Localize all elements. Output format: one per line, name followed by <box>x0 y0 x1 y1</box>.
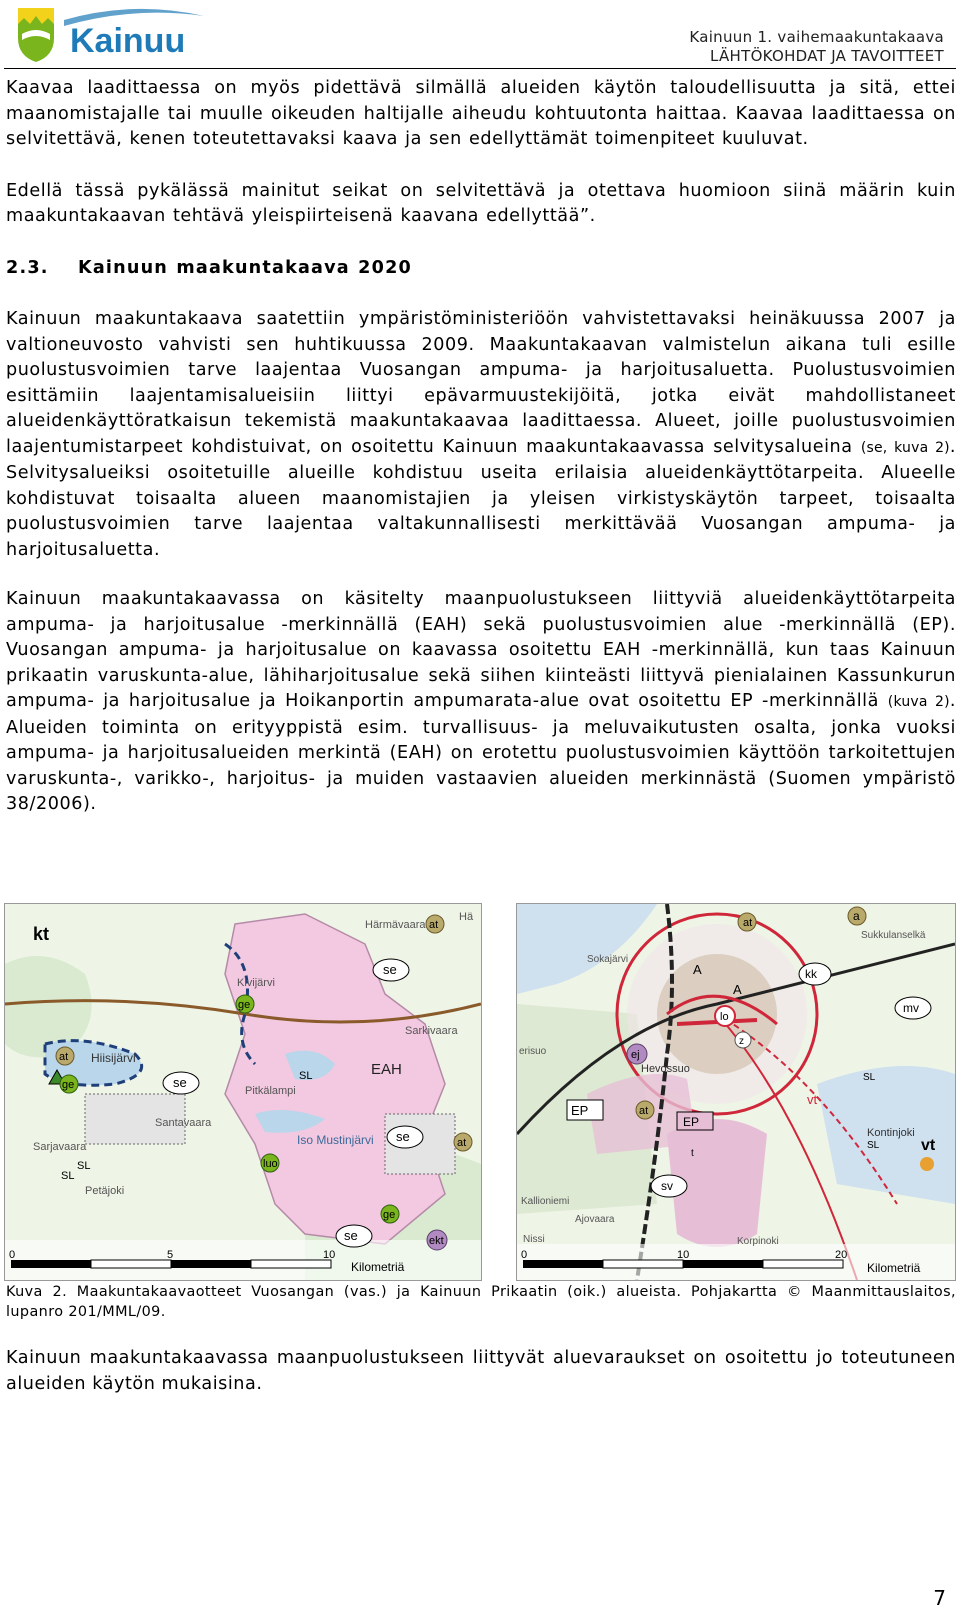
label-z: z <box>739 1036 744 1047</box>
label-kivijarvi: Kivijärvi <box>237 977 275 989</box>
label-at-1: at <box>743 917 753 929</box>
label-sl-2: SL <box>61 1170 75 1182</box>
label-pitkalampi: Pitkälampi <box>245 1085 296 1097</box>
doc-title: Kainuun 1. vaihemaakuntakaava <box>689 28 944 46</box>
label-se-3: se <box>396 1129 410 1144</box>
section-heading <box>6 256 956 282</box>
label-a-top: a <box>853 909 860 923</box>
label-ep-2: EP <box>683 1115 700 1129</box>
doc-subtitle: LÄHTÖKOHDAT JA TAVOITTEET <box>709 47 944 65</box>
paragraph-1: Kaavaa laadittaessa on myös pidettävä silmällä alueiden käytön taloudellisuutta ja sitä, ettei maanomistajalle tai muulle oikeuden haltijalle aiheudu kohtuutonta haittaa. Kaavaa laadittaessa on selvitettävä, kenen toteutettavaksi kaava ja sen edellyttämät toimenpiteet kuuluvat. <box>6 78 956 149</box>
label-santavaara: Santavaara <box>155 1117 212 1129</box>
paragraph-3-figure-ref: (se, kuva 2) <box>860 439 950 456</box>
scale-0: 0 <box>9 1249 16 1261</box>
label-korpinoki: Korpinoki <box>737 1236 779 1247</box>
label-sl-3: SL <box>77 1160 91 1172</box>
paragraph-3-text-b: . Selvitysalueiksi osoitetuille alueille kohdistuu useita erilaisia alueidenkäyttötarpeita. Alueelle kohdistuvat toisaalta alueen maanomistajien ja yleisen virkistyskäytön tarpeet, toisaalta puolustusvoimien tarve laajentaa valtakunnallisesti merkittävää Vuosangan ampuma- ja harjoitusaluetta. <box>6 436 956 560</box>
label-ekt: ekt <box>429 1235 444 1247</box>
figure-caption: Kuva 2. Maakuntakaavaotteet Vuosangan (vas.) ja Kainuun Prikaatin (oik.) alueista. Pohjakartta © Maanmittauslaitos, lupanro 201/MML/09. <box>6 1284 956 1320</box>
scale-10: 10 <box>323 1249 336 1261</box>
label-nissi: Nissi <box>523 1234 545 1245</box>
scale-unit: Kilometriä <box>867 1261 921 1275</box>
label-harmavaara: Härmävaara <box>365 919 426 931</box>
scale-5: 5 <box>167 1249 174 1261</box>
label-sarkivaara: Sarkivaara <box>405 1025 458 1037</box>
label-t: t <box>691 1148 694 1159</box>
label-luo: luo <box>263 1158 278 1170</box>
label-ge-1: ge <box>238 999 251 1011</box>
label-at-2: at <box>59 1051 69 1063</box>
label-kontinjoki: Kontinjoki <box>867 1127 915 1139</box>
paragraph-3-text-a: Kainuun maakuntakaava saatettiin ympäristöministeriöön vahvistettavaksi heinäkuussa 2007 ja valtioneuvosto vahvisti sen huhtikuussa 2009. Maakuntakaavan valmistelun aikana tuli esille puolustusvoimien tarve laajentaa Vuosangan ampuma- ja harjoitusaluetta. Puolustusvoimien esittämiin laajentamisalueisiin liittyi epävarmuustekijöitä, jotka eivät mahdollistaneet alueidenkäyttöratkaisun tekemistä maakuntakaavaa laadittaessa. Alueet, joille puolustusvoimien laajentumistarpeet kohdistuivat, on osoitettu Kainuun maakuntakaavassa selvitysalueina <box>6 309 956 457</box>
map-vuosanka <box>4 903 482 1281</box>
label-ge-3: ge <box>383 1209 396 1221</box>
scale-unit: Kilometriä <box>351 1260 405 1274</box>
label-sl-1: SL <box>863 1072 876 1083</box>
label-ajovaara: Ajovaara <box>575 1214 615 1225</box>
label-vt-2: vt <box>807 1092 818 1107</box>
section-number: 2.3. <box>6 257 49 278</box>
label-petajoki: Petäjoki <box>85 1185 125 1197</box>
label-se-2: se <box>173 1075 187 1090</box>
label-at-1: at <box>429 919 439 931</box>
document-header <box>689 28 944 66</box>
label-kk: kk <box>805 967 817 981</box>
label-hevossuo: Hevossuo <box>641 1063 690 1075</box>
label-erisuo: erisuo <box>519 1046 547 1057</box>
map-kainuun-prikaati <box>516 903 956 1281</box>
label-hiisijarvi: Hiisijärvi <box>91 1051 136 1065</box>
paragraph-3 <box>6 307 956 563</box>
label-se-1: se <box>383 962 397 977</box>
label-kallioniemi: Kallioniemi <box>521 1196 570 1207</box>
paragraph-4-figure-ref: (kuva 2) <box>887 694 950 710</box>
label-eah: EAH <box>371 1061 402 1078</box>
kainuu-logo <box>14 4 224 66</box>
page-number: 7 <box>933 1586 946 1610</box>
label-sarjavaara: Sarjavaara <box>33 1141 87 1153</box>
paragraph-4 <box>6 587 956 818</box>
label-ha: Hä <box>459 911 474 923</box>
label-sukkulanselka: Sukkulanselkä <box>861 930 926 941</box>
label-at-2: at <box>639 1105 649 1117</box>
scale-10: 10 <box>677 1249 690 1261</box>
label-at-3: at <box>457 1137 467 1149</box>
label-iso-mustinjarvi: Iso Mustinjärvi <box>297 1133 374 1147</box>
figure-maps <box>4 903 956 1279</box>
label-sokajarvi: Sokajärvi <box>587 954 629 965</box>
label-se-4: se <box>344 1228 358 1243</box>
page-body <box>6 76 956 842</box>
label-sv: sv <box>661 1179 673 1193</box>
paragraph-4-text-b: . Alueiden toiminta on erityyppistä esim. turvallisuus- ja meluvaikutusten osalta, jonka vuoksi ampuma- ja harjoitusalueiden merkintä (EAH) on erotettu puolustusvoimien käyttöön tarkoitettujen varuskunta-, varikko-, harjoitus- ja muiden vastaavien alueiden merkinnästä (Suomen ympäristö 38/2006). <box>6 691 956 814</box>
scale-20: 20 <box>835 1249 848 1261</box>
label-vt-1: vt <box>921 1137 936 1154</box>
label-sl-1: SL <box>299 1070 313 1082</box>
paragraph-5: Kainuun maakuntakaavassa maanpuolustukseen liittyvät aluevaraukset on osoitettu jo toteutuneen alueiden käytön mukaisina. <box>6 1348 956 1394</box>
header-rule <box>4 68 956 69</box>
label-kt: kt <box>33 924 50 944</box>
scale-0: 0 <box>521 1249 528 1261</box>
label-ge-2: ge <box>62 1079 75 1091</box>
label-lo: lo <box>720 1011 729 1023</box>
label-ej: ej <box>631 1049 640 1061</box>
paragraph-2: Edellä tässä pykälässä mainitut seikat on selvitettävä ja otettava huomioon siinä määrin kuin maakuntakaavan tehtävä yleispiirteisenä kaavana edellyttää”. <box>6 180 956 226</box>
label-a-1: A <box>693 962 702 977</box>
logo-wordmark: Kainuu <box>70 22 186 60</box>
label-mv: mv <box>903 1001 919 1015</box>
paragraph-4-text-a: Kainuun maakuntakaavassa on käsitelty maanpuolustukseen liittyviä alueidenkäyttötarpeita ampuma- ja harjoitusalue -merkinnällä (EAH) sekä puolustusvoimien alue -merkinnällä (EP). Vuosangan ampuma- ja harjoitusalue on kaavassa osoitettu EAH -merkinnällä, kun taas Kainuun prikaatin varuskunta-alue, lähiharjoitusalue sekä siihen kiinteästi liittyvä pienialainen Kassunkurun ampuma- ja harjoitusalue ja Hoikanportin ampumarata-alue ovat osoitettu EP -merkinnällä <box>6 589 956 711</box>
label-sl-2: SL <box>867 1140 880 1151</box>
section-title: Kainuun maakuntakaava 2020 <box>78 257 412 278</box>
label-a-2: A <box>733 982 742 997</box>
label-ep-1: EP <box>571 1103 589 1118</box>
